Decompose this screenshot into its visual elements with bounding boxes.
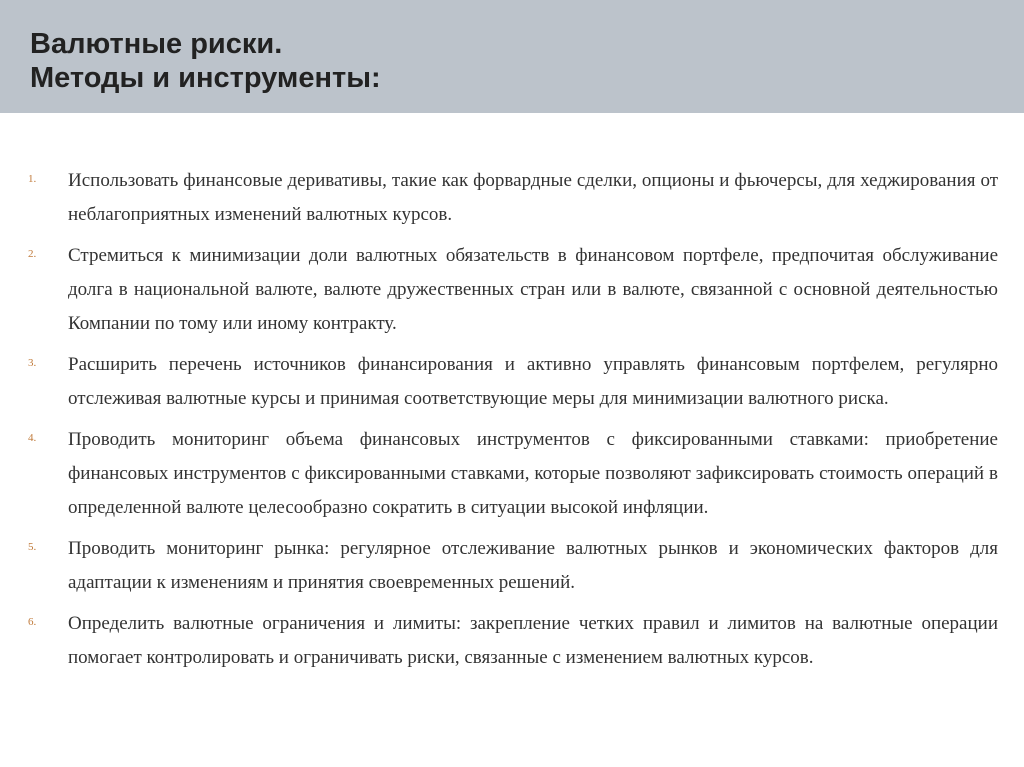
list-item xyxy=(0,423,1024,525)
slide-title-line-2: Методы и инструменты: xyxy=(30,62,381,94)
list-item-text: Стремиться к минимизации доли валютных обязательств в финансовом портфеле, предпочитая обслуживание долга в национальной валюте, валюте дружественных стран или в валюте, связанной с основной деятельностью Компании по тому или иному контракту. xyxy=(68,245,998,334)
list-item xyxy=(0,164,1024,232)
list-item xyxy=(0,607,1024,675)
list-item-text: Использовать финансовые деривативы, такие как форвардные сделки, опционы и фьючерсы, для хеджирования от неблагоприятных изменений валютных курсов. xyxy=(68,170,998,225)
list-item xyxy=(0,239,1024,341)
list-item xyxy=(0,532,1024,600)
list-item-text: Расширить перечень источников финансирования и активно управлять финансовым портфелем, регулярно отслеживая валютные курсы и принимая соответствующие меры для минимизации валютного риска. xyxy=(68,354,998,409)
slide-title-line-1: Валютные риски. xyxy=(30,28,283,60)
list-item-number: 4. xyxy=(28,432,37,444)
list-item-number: 2. xyxy=(28,248,37,260)
slide-title xyxy=(30,27,381,95)
list-item-number: 6. xyxy=(28,616,37,628)
list-item-number: 3. xyxy=(28,357,37,369)
list-item-text: Проводить мониторинг объема финансовых инструментов с фиксированными ставками: приобретение финансовых инструментов с фиксированными ставками, которые позволяют зафиксировать стоимость операций в определенной валюте целесообразно сократить в ситуации высокой инфляции. xyxy=(68,429,998,518)
list-item-number: 1. xyxy=(28,173,37,185)
numbered-list xyxy=(0,164,1024,682)
list-item xyxy=(0,348,1024,416)
title-bar xyxy=(0,0,1024,113)
list-item-number: 5. xyxy=(28,541,37,553)
list-item-text: Проводить мониторинг рынка: регулярное отслеживание валютных рынков и экономических факторов для адаптации к изменениям и принятия своевременных решений. xyxy=(68,538,998,593)
list-item-text: Определить валютные ограничения и лимиты: закрепление четких правил и лимитов на валютные операции помогает контролировать и ограничивать риски, связанные с изменением валютных курсов. xyxy=(68,613,998,668)
